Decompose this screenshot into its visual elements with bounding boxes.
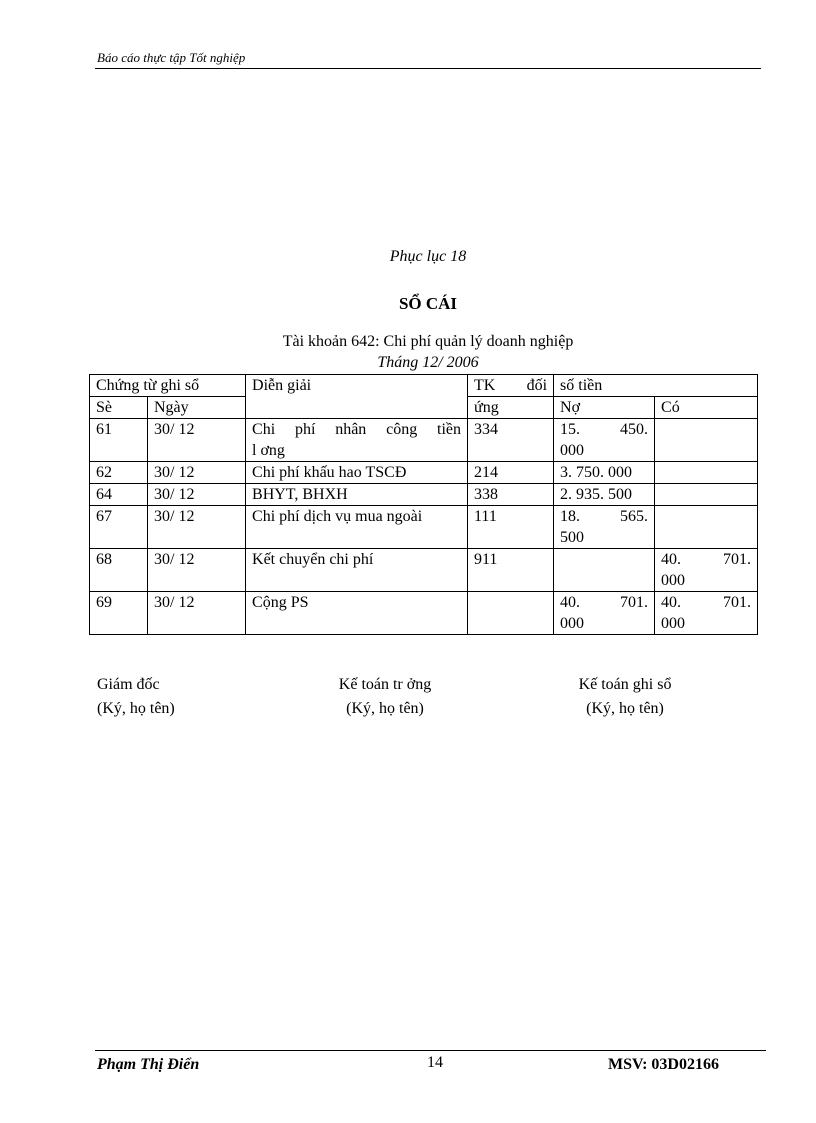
debit-cell [554, 462, 655, 484]
signature-title: Giám đốc [97, 676, 160, 693]
signature-note: (Ký, họ tên) [97, 700, 175, 717]
report-header: Báo cáo thực tập Tốt nghiệp [97, 50, 246, 65]
header-credit: Có [655, 397, 758, 419]
debit-cell [554, 419, 655, 462]
debit-line: 18. 565. [560, 508, 649, 525]
description-line: Cộng PS [252, 594, 309, 611]
description-cell [246, 484, 468, 506]
account-code: 334 [468, 419, 554, 462]
description-cell [246, 419, 468, 462]
table-row [90, 462, 758, 484]
debit-cell [554, 484, 655, 506]
debit-cell [554, 549, 655, 592]
signature-title: Kế toán tr ởng [338, 676, 432, 693]
account-code: 111 [468, 506, 554, 549]
ledger-table [89, 374, 758, 635]
header-number: Sè [90, 397, 148, 419]
debit-cell [554, 592, 655, 635]
debit-line: 2. 935. 500 [560, 486, 633, 503]
header-debit: Nợ [554, 397, 655, 419]
credit-line-2: 000 [661, 572, 686, 589]
header-amount: số tiền [554, 375, 758, 397]
description-line: Chi phí khấu hao TSCĐ [252, 464, 407, 481]
debit-line: 15. 450. [560, 421, 649, 438]
signature-title: Kế toán ghi sổ [578, 676, 672, 693]
debit-line-2: 000 [560, 442, 585, 459]
header-voucher: Chứng từ ghi sổ [90, 375, 246, 397]
credit-cell [655, 592, 758, 635]
debit-line-2: 000 [560, 615, 585, 632]
voucher-number: 64 [90, 484, 148, 506]
voucher-date: 30/ 12 [148, 484, 246, 506]
description-cell [246, 549, 468, 592]
month-line: Tháng 12/ 2006 [377, 354, 479, 371]
description-line: Chi phí nhân công tiền [252, 421, 462, 438]
account-code: 214 [468, 462, 554, 484]
debit-line: 3. 750. 000 [560, 464, 633, 481]
credit-cell [655, 462, 758, 484]
header-divider [95, 68, 761, 69]
voucher-number: 62 [90, 462, 148, 484]
debit-line: 40. 701. [560, 594, 649, 611]
credit-cell [655, 549, 758, 592]
voucher-number: 69 [90, 592, 148, 635]
footer-divider [95, 1050, 766, 1051]
account-code: 338 [468, 484, 554, 506]
signature-bookkeeper [565, 673, 685, 721]
author-name: Phạm Thị Điển [97, 1056, 200, 1073]
appendix-label: Phục lục 18 [389, 248, 467, 265]
table-row [90, 549, 758, 592]
table-row [90, 592, 758, 635]
voucher-date: 30/ 12 [148, 462, 246, 484]
page-number: 14 [427, 1054, 443, 1071]
table-row [90, 484, 758, 506]
table-header-row [90, 375, 758, 397]
credit-line: 40. 701. [661, 551, 752, 568]
voucher-number: 68 [90, 549, 148, 592]
account-code [468, 592, 554, 635]
description-line: BHYT, BHXH [252, 486, 348, 503]
voucher-number: 67 [90, 506, 148, 549]
header-description: Diễn giải [246, 375, 468, 419]
description-cell [246, 462, 468, 484]
debit-line-2: 500 [560, 529, 585, 546]
header-date: Ngày [148, 397, 246, 419]
signature-note: (Ký, họ tên) [586, 700, 664, 717]
signature-note: (Ký, họ tên) [346, 700, 424, 717]
voucher-date: 30/ 12 [148, 592, 246, 635]
account-line: Tài khoản 642: Chi phí quản lý doanh nghiệp [282, 333, 574, 350]
student-id: MSV: 03D02166 [608, 1056, 719, 1073]
page-title: SỔ CÁI [398, 294, 458, 313]
credit-cell [655, 484, 758, 506]
credit-cell [655, 419, 758, 462]
signature-chief-accountant [325, 673, 445, 721]
description-cell [246, 506, 468, 549]
description-line: Kết chuyển chi phí [252, 551, 374, 568]
description-cell [246, 592, 468, 635]
signature-director [97, 673, 175, 721]
table-row [90, 419, 758, 462]
description-line-2: l ơng [252, 442, 285, 459]
table-row [90, 506, 758, 549]
header-account-2: ứng [468, 397, 554, 419]
voucher-date: 30/ 12 [148, 506, 246, 549]
voucher-number: 61 [90, 419, 148, 462]
voucher-date: 30/ 12 [148, 419, 246, 462]
description-line: Chi phí dịch vụ mua ngoài [252, 508, 423, 525]
credit-cell [655, 506, 758, 549]
debit-cell [554, 506, 655, 549]
credit-line: 40. 701. [661, 594, 752, 611]
account-code: 911 [468, 549, 554, 592]
voucher-date: 30/ 12 [148, 549, 246, 592]
header-account: TK đối [468, 375, 554, 397]
credit-line-2: 000 [661, 615, 686, 632]
